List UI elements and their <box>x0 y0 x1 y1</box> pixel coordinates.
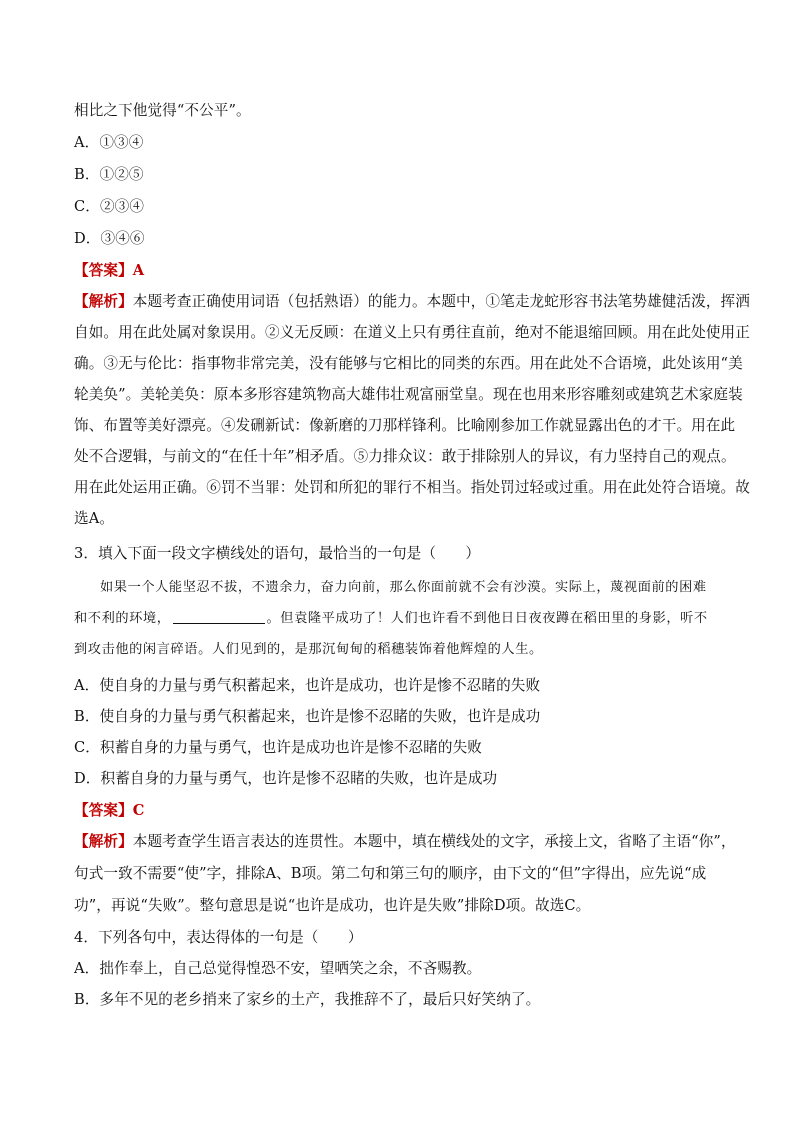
explanation-line: 句式一致不需要“使”字，排除A、B项。第二句和第三句的顺序，由下文的“但”字得出，应先说“成 <box>74 865 707 882</box>
option-a: A．使自身的力量与勇气积蓄起来，也许是成功，也许是惨不忍睹的失败 <box>74 677 541 694</box>
explanation-label: 【解析】 <box>74 293 133 310</box>
option-d: D．③④⑥ <box>74 230 145 247</box>
explanation-text: 本题考查正确使用词语（包括熟语）的能力。本题中，①笔走龙蛇形容书法笔势雄健活泼，挥洒 <box>132 293 750 310</box>
answer-line-2 <box>74 801 724 821</box>
fill-blank <box>173 609 265 624</box>
option-b: B．多年不见的老乡捎来了家乡的土产，我推辞不了，最后只好笑纳了。 <box>74 991 541 1008</box>
explanation-line: 饰、布置等美好漂亮。④发硎新试：像新磨的刀那样锋利。比喻刚参加工作就显露出色的才干。用在此 <box>74 417 736 434</box>
explanation-line: 功”，再说“失败”。整句意思是说“也许是成功，也许是失败”排除D项。故选C。 <box>74 897 591 914</box>
answer-label: 【答案】 <box>74 802 133 819</box>
option-c: C．积蓄自身的力量与勇气，也许是成功也许是惨不忍睹的失败 <box>74 739 482 756</box>
explanation-line: 轮美奂”。美轮美奂：原本多形容建筑物高大雄伟壮观富丽堂皇。现在也用来形容雕刻或建筑艺术家庭装 <box>74 386 743 403</box>
answer-label: 【答案】 <box>74 262 133 279</box>
explanation-line <box>74 292 750 312</box>
option-c: C．②③④ <box>74 198 145 215</box>
explanation-line <box>74 832 736 852</box>
passage-text: 。但袁隆平成功了！人们也许看不到他日日夜夜蹲在稻田里的身影，听不 <box>266 611 708 626</box>
answer-line-1 <box>74 261 724 281</box>
passage-line <box>74 609 724 629</box>
explanation-line: 处不合逻辑，与前文的“在任十年”相矛盾。⑤力排众议：敢于排除别人的异议，有力坚持自己的观点。 <box>74 448 736 465</box>
option-b: B．使自身的力量与勇气积蓄起来，也许是惨不忍睹的失败，也许是成功 <box>74 708 541 725</box>
explanation-line: 用在此处运用正确。⑥罚不当罪：处罚和所犯的罪行不相当。指处罚过轻或过重。用在此处符合语境。故 <box>74 479 750 496</box>
answer-value: C <box>132 802 145 819</box>
passage-text: 和不利的环境， <box>74 611 171 626</box>
passage-line: 到攻击他的闲言碎语。人们见到的，是那沉甸甸的稻穗装饰着他辉煌的人生。 <box>74 642 543 657</box>
option-d: D．积蓄自身的力量与勇气，也许是惨不忍睹的失败，也许是成功 <box>74 770 498 787</box>
explanation-text: 本题考查学生语言表达的连贯性。本题中，填在横线处的文字，承接上文，省略了主语“你”， <box>132 833 736 850</box>
explanation-line: 自如。用在此处属对象误用。②义无反顾：在道义上只有勇往直前，绝对不能退缩回顾。用在此处使用正 <box>74 324 750 341</box>
option-a: A．①③④ <box>74 134 144 151</box>
explanation-line: 选A。 <box>74 510 115 527</box>
question-4: 4．下列各句中，表达得体的一句是（ ） <box>74 929 363 946</box>
answer-value: A <box>132 262 145 279</box>
question-3: 3．填入下面一段文字横线处的语句，最恰当的一句是（ ） <box>74 545 481 562</box>
text-line: 相比之下他觉得“不公平”。 <box>74 102 251 119</box>
option-a: A．拙作奉上，自己总觉得惶恐不安，望哂笑之余，不吝赐教。 <box>74 960 482 977</box>
explanation-label: 【解析】 <box>74 833 133 850</box>
explanation-line: 确。③无与伦比：指事物非常完美，没有能够与它相比的同类的东西。用在此处不合语境，此处该用“美 <box>74 355 743 372</box>
option-b: B．①②⑤ <box>74 166 144 183</box>
passage-line: 如果一个人能坚忍不拔，不遗余力，奋力向前，那么你面前就不会有沙漠。实际上，蔑视面前的困难 <box>100 580 707 595</box>
